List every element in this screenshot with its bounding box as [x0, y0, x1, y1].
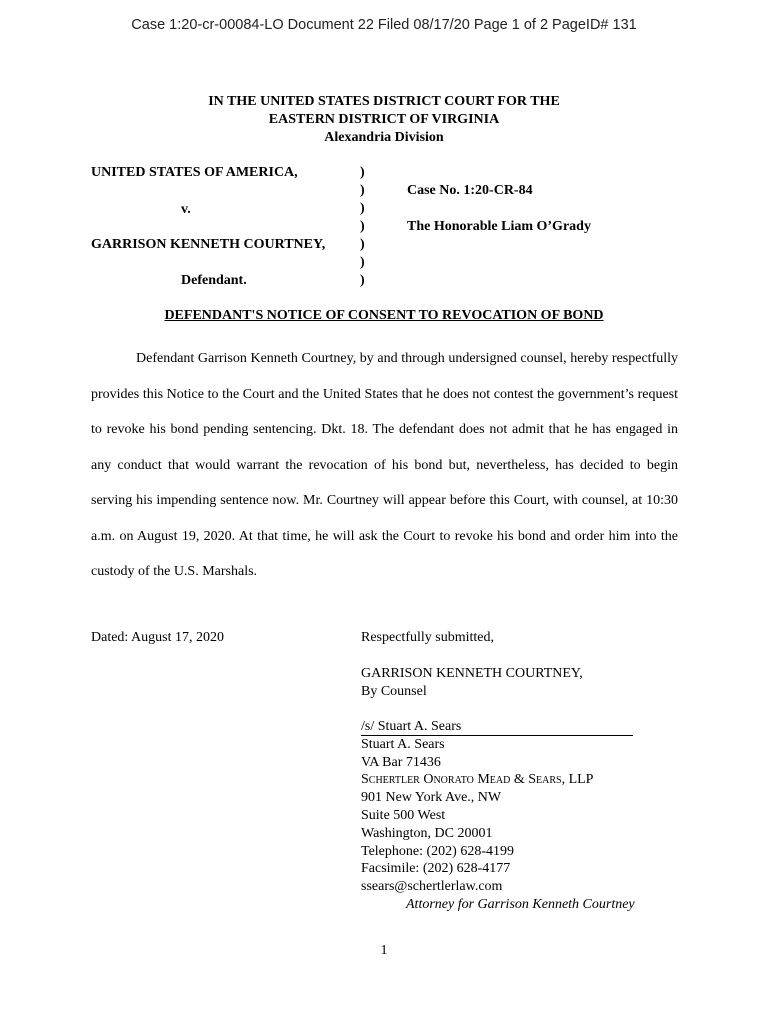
- page-number: 1: [380, 943, 388, 958]
- body-paragraph: [91, 341, 678, 590]
- email: ssears@schertlerlaw.com: [361, 879, 503, 894]
- caption-paren: ): [360, 183, 365, 198]
- caption-paren: ): [360, 237, 365, 252]
- law-firm: Schertler Onorato Mead & Sears, LLP: [361, 772, 594, 787]
- body-text: Defendant Garrison Kenneth Courtney, by and through undersigned counsel, hereby respectfully provides this Notice to the Court and the United States that he does not contest the government’s request to revoke his bond pending sentencing. Dkt. 18. The defendant does not admit that he has engaged in any conduct that would warrant the revocation of his bond but, nevertheless, has decided to begin serving his impending sentence now. Mr. Courtney will appear before this Court, with counsel, at 10:30 a.m. on August 19, 2020. At that time, he will ask the Court to revoke his bond and order him into the custody of the U.S. Marshals.: [91, 351, 678, 579]
- caption-paren: ): [360, 201, 365, 216]
- by-counsel: By Counsel: [361, 684, 427, 699]
- caption-paren: ): [360, 255, 365, 270]
- caption-paren: ): [360, 273, 365, 288]
- facsimile: Facsimile: (202) 628-4177: [361, 861, 511, 876]
- court-division: Alexandria Division: [324, 130, 444, 145]
- respectfully-submitted: Respectfully submitted,: [361, 630, 494, 645]
- caption-defendant-label: Defendant.: [181, 273, 247, 288]
- address-line-1: 901 New York Ave., NW: [361, 790, 502, 805]
- client-name: GARRISON KENNETH COURTNEY,: [361, 666, 583, 681]
- caption-plaintiff: UNITED STATES OF AMERICA,: [91, 165, 298, 180]
- attorney-name: Stuart A. Sears: [361, 737, 445, 752]
- date-line: Dated: August 17, 2020: [91, 630, 224, 645]
- caption-versus: v.: [181, 202, 191, 217]
- caption-defendant-name: GARRISON KENNETH COURTNEY,: [91, 237, 326, 252]
- address-line-2: Suite 500 West: [361, 808, 446, 823]
- attorney-role: Attorney for Garrison Kenneth Courtney: [406, 897, 635, 912]
- caption-paren: ): [360, 165, 365, 180]
- signature-line: [361, 719, 633, 736]
- case-header-stamp: Case 1:20-cr-00084-LO Document 22 Filed 08/17/20 Page 1 of 2 PageID# 131: [131, 17, 637, 33]
- court-name-line-2: EASTERN DISTRICT OF VIRGINIA: [268, 112, 500, 127]
- judge-name: The Honorable Liam O’Grady: [407, 219, 591, 234]
- document-title: DEFENDANT'S NOTICE OF CONSENT TO REVOCATION OF BOND: [164, 308, 604, 323]
- bar-number: VA Bar 71436: [361, 755, 441, 770]
- address-line-3: Washington, DC 20001: [361, 826, 493, 841]
- court-name-line-1: IN THE UNITED STATES DISTRICT COURT FOR THE: [208, 94, 560, 109]
- case-number: Case No. 1:20-CR-84: [407, 183, 533, 198]
- electronic-signature: /s/ Stuart A. Sears: [361, 719, 462, 734]
- caption-paren: ): [360, 219, 365, 234]
- telephone: Telephone: (202) 628-4199: [361, 844, 514, 859]
